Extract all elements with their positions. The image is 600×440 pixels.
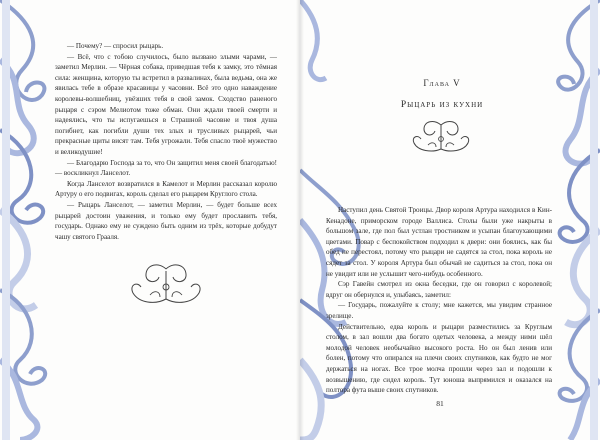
paragraph: Наступил день Святой Троицы. Двор короля Артура находился в Кин-Кенадоне, приморском городе Валлиса. Столы были уже накрыты в большом зале, где пол был устлан тростником и усыпан благоухающими цветами. Повар с беспокойством подходил к двери: они боялись, как бы обед не перестоял, потому что рыцари не садятся за стол, пока король не сядет за стол. У короля Артура был обычай не садиться за стол, пока он не увидит или не услышит чего-нибудь особенного. [326, 206, 552, 278]
paragraph: — Государь, пожалуйте к столу; мне кажется, мы увидим странное зрелище. [326, 301, 552, 320]
left-page-text [55, 41, 277, 242]
page-number: 81 [436, 399, 444, 408]
chapter-title: Рыцарь из кухни [400, 100, 484, 110]
book-gutter [296, 0, 304, 440]
chapter-heading [380, 77, 504, 112]
paragraph: — Рыцарь Ланселот, — заметил Мерлин, — будет больше всех рыцарей достоин уважения, и только ему будет прославить тебя, государь. Однако ему не суждено быть одним из трёх, которые добудут чашу святого Грааля. [55, 200, 277, 241]
paragraph: — Почему? — спросил рыцарь. [67, 42, 164, 50]
paragraph: Когда Ланселот возвратился в Камелот и Мерлин рассказал королю Артуру о его подвигах, король сделал его рыцарем Круглого стола. [55, 179, 277, 199]
right-page [300, 0, 600, 440]
left-swirl-border-icon [0, 0, 58, 440]
section-flourish-icon [127, 261, 205, 309]
chapter-number: Глава V [423, 78, 461, 88]
paragraph: Действительно, едва король и рыцари разместились за Круглым столом, в зал вошли два богато одетых человека, а между ними шёл молодой человек необычайно высокого роста. Но он был ленив или болен, потому что опирался на плечи своих спутников, как будто не мог держаться на ногах. Все трое молча прошли через зал и подошли к возвышению, где сидел король. Тут юноша выпрямился и оказался на полтора фута выше своих спутников. [326, 322, 552, 395]
paragraph: — Благодарю Господа за то, что Он защитил меня своей благодатью! — воскликнул Ланселот. [55, 158, 277, 178]
paragraph: — Всё, что с тобою случилось, было вызвано злыми чарами, — заметил Мерлин. — Чёрная собака, приведшая тебя к замку, это тёмная сила: женщина, которую ты встретил в развалинах, была ведьма, она же явилась тебе в образе красавицы у часовни. Всё это одно наваждение королевы-волшебниц, увёзших тебя в свой замок. Сходство раненого рыцаря с сэром Мелиотом тоже обман. Они ждали твоей смерти и надеялись, что ты испугаешься в Страшной часовне и твоя душа погибнет, как погибли души тех злых и трусливых рыцарей, чьи прекрасные щиты висят там. Тебя угрожали. Тебя спасло твоё мужество и великодушие! [55, 52, 277, 156]
right-page-text [326, 205, 552, 396]
chapter-flourish-icon [408, 117, 474, 157]
paragraph: Сэр Гавейн смотрел из окна беседки, где он говорил с королевой; вдруг он обернулся и, улыбаясь, заметил: [326, 280, 552, 299]
